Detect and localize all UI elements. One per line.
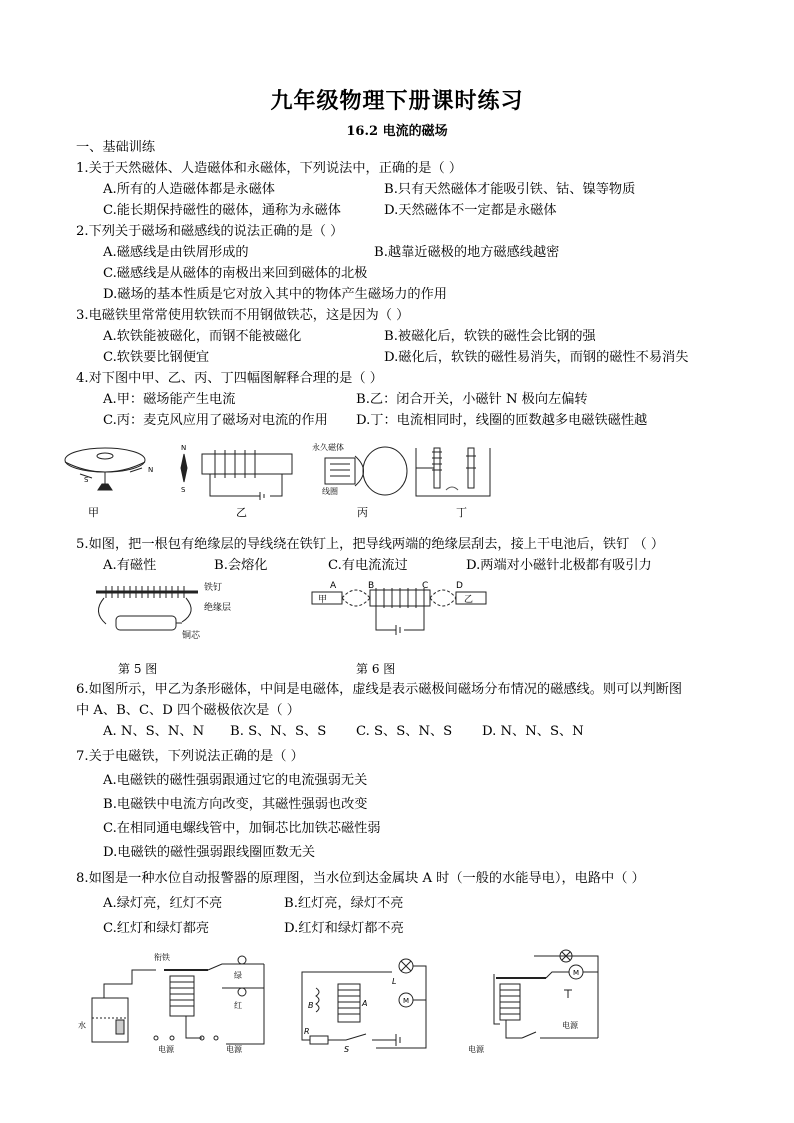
q8-fig2-m-label: M [403, 997, 410, 1005]
q8-water-label: 水 [78, 1021, 86, 1030]
q6-option-a: A. N、S、N、N [103, 724, 205, 739]
q4-option-b: B.乙：闭合开关，小磁针 N 极向左偏转 [356, 392, 588, 407]
section-heading: 一、基础训练 [76, 140, 156, 155]
q4-jia-n-label: N [148, 466, 154, 474]
q6-pole-c: C [422, 581, 429, 591]
q5-figure [86, 578, 256, 642]
q8-iron-label: 衔铁 [154, 953, 170, 962]
q5-option-b: B.会熔化 [214, 558, 268, 573]
page-title: 九年级物理下册课时练习 [270, 88, 524, 114]
page-subtitle: 16.2 电流的磁场 [346, 124, 448, 139]
q5-option-c: C.有电流流过 [328, 558, 408, 573]
q6-pole-b: B [368, 581, 375, 591]
q7-stem: 7.关于电磁铁，下列说法正确的是（ ） [76, 749, 304, 764]
q4-jia-s-label: S [84, 476, 89, 484]
q4-figure-strip [60, 438, 500, 520]
q6-stem-line1: 6.如图所示，甲乙为条形磁体，中间是电磁体，虚线是表示磁极间磁场分布情况的磁感线。则可以判断图 [76, 682, 683, 697]
q7-option-c: C.在相同通电螺线管中，加铜芯比加铁芯磁性弱 [103, 821, 381, 836]
q6-pole-d: D [456, 581, 463, 591]
q4-caption-bing: 丙 [357, 506, 368, 519]
q8-option-a: A.绿灯亮，红灯不亮 [103, 896, 223, 911]
q8-option-d: D.红灯和绿灯都不亮 [284, 921, 404, 936]
q6-figure [310, 578, 490, 636]
q4-caption-yi: 乙 [236, 506, 247, 519]
q4-bing-coil-label: 线圈 [322, 487, 338, 496]
q1-option-c: C.能长期保持磁性的磁体，通称为永磁体 [103, 203, 341, 218]
q8-green-label: 绿 [234, 971, 242, 980]
q4-caption-jia: 甲 [88, 506, 99, 519]
q7-option-b: B.电磁铁中电流方向改变，其磁性强弱也改变 [103, 797, 368, 812]
q2-option-a: A.磁感线是由铁屑形成的 [103, 245, 249, 260]
q8-fig2-a-label: A [362, 999, 368, 1008]
q4-option-d: D.丁：电流相同时，线圈的匝数越多电磁铁磁性越 [356, 413, 648, 428]
q2-option-d: D.磁场的基本性质是它对放入其中的物体产生磁场力的作用 [103, 287, 447, 302]
q4-figure-ding [416, 448, 490, 496]
q8-stem: 8.如图是一种水位自动报警器的原理图，当水位到达金属块 A 时（一般的水能导电），电路中（ ） [76, 871, 645, 886]
q4-option-c: C.丙：麦克风应用了磁场对电流的作用 [103, 413, 328, 428]
q8-option-b: B.红灯亮，绿灯不亮 [284, 896, 404, 911]
q8-fig2-l-label: L [392, 977, 397, 986]
q5-option-a: A.有磁性 [103, 558, 157, 573]
q2-option-b: B.越靠近磁极的地方磁感线越密 [374, 245, 560, 260]
q4-figure-jia [65, 448, 145, 490]
q4-figure-yi [181, 450, 292, 500]
q4-caption-ding: 丁 [456, 506, 467, 519]
q4-yi-n-label: N [181, 444, 187, 452]
q6-option-c: C. S、S、N、S [356, 724, 453, 739]
q4-option-a: A.甲：磁场能产生电流 [103, 392, 236, 407]
q1-option-d: D.天然磁体不一定都是永磁体 [384, 203, 557, 218]
q5-core-label: 铜芯 [182, 631, 201, 641]
q6-figure-caption: 第 6 图 [356, 662, 396, 676]
q5-stem: 5.如图，把一根包有绝缘层的导线绕在铁钉上，把导线两端的绝缘层刮去，接上干电池后，铁钉 （ ） [76, 537, 665, 552]
q5-nail-label: 铁钉 [204, 583, 223, 593]
q5-insulation-label: 绝缘层 [204, 603, 232, 613]
q2-option-c: C.磁感线是从磁体的南极出来回到磁体的北极 [103, 266, 368, 281]
q7-option-d: D.电磁铁的磁性强弱跟线圈匝数无关 [103, 845, 316, 860]
q6-right-magnet-label: 乙 [464, 595, 474, 605]
q8-red-label: 红 [234, 1001, 242, 1010]
q8-fig3-power-label-1: 电源 [468, 1045, 484, 1054]
q8-option-c: C.红灯和绿灯都亮 [103, 921, 210, 936]
q8-figure-strip [76, 948, 616, 1056]
q4-stem: 4.对下图中甲、乙、丙、丁四幅图解释合理的是（ ） [76, 371, 383, 386]
q2-stem: 2.下列关于磁场和磁感线的说法正确的是（ ） [76, 224, 344, 239]
q8-power-label-2: 电源 [226, 1045, 242, 1054]
q3-option-d: D.磁化后，软铁的磁性易消失，而钢的磁性不易消失 [384, 350, 689, 365]
q6-stem-line2: 中 A、B、C、D 四个磁极依次是（ ） [76, 703, 300, 718]
q8-fig3-power-label-2: 电源 [562, 1021, 578, 1030]
q8-figure-1 [92, 956, 264, 1044]
q6-option-d: D. N、N、S、N [482, 724, 584, 739]
q6-left-magnet-label: 甲 [318, 595, 328, 605]
q8-fig2-r-label: R [304, 1027, 310, 1036]
q3-option-b: B.被磁化后，软铁的磁性会比钢的强 [384, 329, 596, 344]
q8-figure-3 [494, 950, 598, 1038]
q1-option-b: B.只有天然磁体才能吸引铁、钴、镍等物质 [384, 182, 636, 197]
q1-stem: 1.关于天然磁体、人造磁体和永磁体，下列说法中，正确的是（ ） [76, 161, 463, 176]
q5-option-d: D.两端对小磁针北极都有吸引力 [466, 558, 652, 573]
q8-fig2-s-label: S [344, 1045, 350, 1054]
q6-option-b: B. S、N、S、S [230, 724, 327, 739]
q4-bing-magnet-label: 永久磁体 [312, 443, 344, 452]
q4-yi-s-label: S [181, 486, 186, 494]
q8-fig3-m-label: M [573, 969, 580, 977]
q1-option-a: A.所有的人造磁体都是永磁体 [103, 182, 275, 197]
q5-figure-caption: 第 5 图 [118, 662, 158, 676]
q3-option-a: A.软铁能被磁化，而钢不能被磁化 [103, 329, 302, 344]
q8-power-label-1: 电源 [158, 1045, 174, 1054]
q7-option-a: A.电磁铁的磁性强弱跟通过它的电流强弱无关 [103, 773, 368, 788]
q6-pole-a: A [330, 581, 337, 591]
q3-stem: 3.电磁铁里常常使用软铁而不用钢做铁芯，这是因为（ ） [76, 308, 410, 323]
q3-option-c: C.软铁要比钢便宜 [103, 350, 210, 365]
q8-fig2-b-label: B [308, 1001, 314, 1010]
